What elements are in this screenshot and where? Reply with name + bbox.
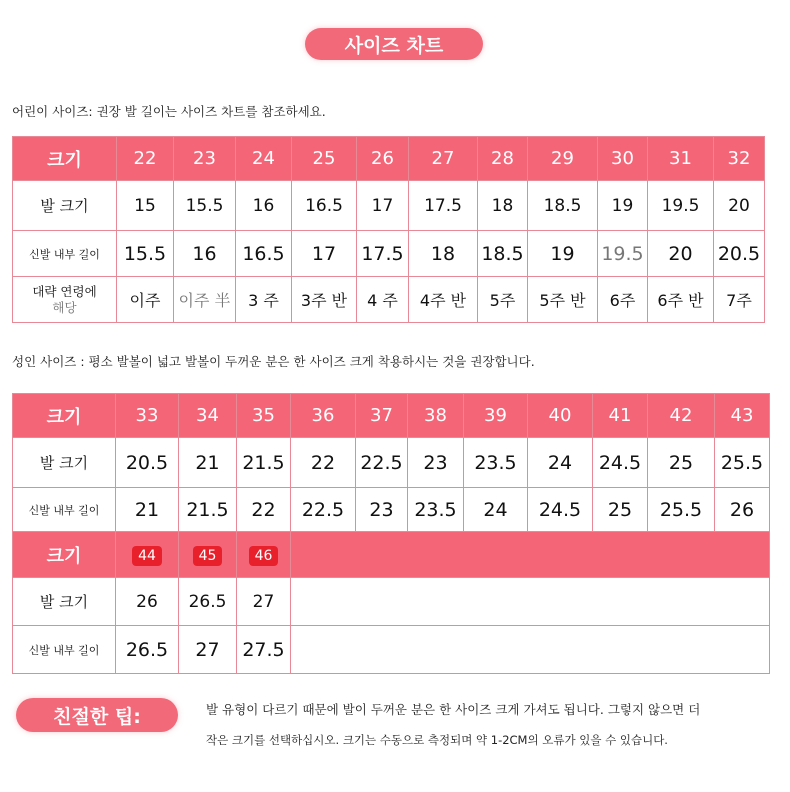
kids-size-note: 어린이 사이즈: 권장 발 길이는 사이즈 차트를 참조하세요. — [12, 104, 326, 119]
inner-cell: 18 — [409, 231, 478, 277]
foot-cell: 16 — [236, 181, 292, 231]
kids-size-table — [12, 136, 765, 323]
adult-size-note: 성인 사이즈 : 평소 발볼이 넓고 발볼이 두꺼운 분은 한 사이즈 크게 착용하시는 것을 권장합니다. — [12, 354, 535, 369]
size-cell: 41 — [593, 394, 648, 438]
adult-size-row-2 — [13, 532, 770, 578]
tip-line-1: 발 유형이 다르기 때문에 발이 두꺼운 분은 한 사이즈 크게 가셔도 됩니다. 그렇지 않으면 더 — [206, 702, 701, 717]
age-cell: 3 주 — [236, 277, 292, 323]
inner-cell: 20.5 — [714, 231, 765, 277]
adult-inner-row-2 — [13, 626, 770, 674]
inner-length-label: 신발 내부 길이 — [13, 231, 117, 277]
size-cell: 29 — [528, 137, 598, 181]
inner-cell: 25 — [593, 488, 648, 532]
inner-cell: 21.5 — [179, 488, 237, 532]
foot-label: 발 크기 — [13, 438, 116, 488]
inner-cell: 26 — [715, 488, 770, 532]
size-cell: 43 — [715, 394, 770, 438]
foot-cell: 22 — [291, 438, 356, 488]
size-cell: 25 — [292, 137, 357, 181]
kids-inner-row — [13, 231, 765, 277]
age-cell: 5주 — [478, 277, 528, 323]
inner-cell: 17.5 — [357, 231, 409, 277]
inner-length-label: 신발 내부 길이 — [13, 626, 116, 674]
size-badge: 44 — [132, 546, 162, 566]
adult-inner-row — [13, 488, 770, 532]
size-cell: 32 — [714, 137, 765, 181]
kids-age-row — [13, 277, 765, 323]
inner-cell: 26.5 — [116, 626, 179, 674]
inner-cell: 22.5 — [291, 488, 356, 532]
inner-cell: 16.5 — [236, 231, 292, 277]
size-label: 크기 — [13, 394, 116, 438]
size-cell: 24 — [236, 137, 292, 181]
foot-cell: 17 — [357, 181, 409, 231]
age-cell: 4 주 — [357, 277, 409, 323]
inner-cell: 15.5 — [117, 231, 174, 277]
foot-cell: 20.5 — [116, 438, 179, 488]
size-cell — [179, 532, 237, 578]
size-cell: 37 — [356, 394, 408, 438]
inner-cell: 22 — [237, 488, 291, 532]
kids-size-row — [13, 137, 765, 181]
age-cell: 7주 — [714, 277, 765, 323]
empty-cell — [291, 626, 770, 674]
size-label: 크기 — [13, 532, 116, 578]
chart-title: 사이즈 차트 — [305, 28, 483, 60]
foot-cell: 18 — [478, 181, 528, 231]
age-cell: 이주 半 — [174, 277, 236, 323]
foot-cell: 18.5 — [528, 181, 598, 231]
foot-cell: 26.5 — [179, 578, 237, 626]
foot-cell: 15.5 — [174, 181, 236, 231]
foot-label: 발 크기 — [13, 181, 117, 231]
foot-cell: 24.5 — [593, 438, 648, 488]
foot-cell: 15 — [117, 181, 174, 231]
inner-cell: 18.5 — [478, 231, 528, 277]
foot-cell: 21 — [179, 438, 237, 488]
inner-cell: 20 — [648, 231, 714, 277]
age-label — [13, 277, 117, 323]
size-cell: 30 — [598, 137, 648, 181]
age-cell: 이주 — [117, 277, 174, 323]
foot-cell: 19.5 — [648, 181, 714, 231]
adult-foot-row-2 — [13, 578, 770, 626]
age-cell: 5주 반 — [528, 277, 598, 323]
adult-foot-row — [13, 438, 770, 488]
age-cell: 6주 — [598, 277, 648, 323]
foot-cell: 20 — [714, 181, 765, 231]
size-cell: 22 — [117, 137, 174, 181]
size-cell: 28 — [478, 137, 528, 181]
foot-cell: 26 — [116, 578, 179, 626]
foot-cell: 23.5 — [464, 438, 528, 488]
size-cell: 23 — [174, 137, 236, 181]
inner-cell: 25.5 — [648, 488, 715, 532]
size-badge: 46 — [249, 546, 279, 566]
foot-cell: 17.5 — [409, 181, 478, 231]
inner-cell: 23 — [356, 488, 408, 532]
inner-cell: 24.5 — [528, 488, 593, 532]
size-cell: 39 — [464, 394, 528, 438]
adult-size-table — [12, 393, 770, 674]
size-badge: 45 — [193, 546, 223, 566]
foot-cell: 23 — [408, 438, 464, 488]
age-label-line2: 해당 — [52, 299, 77, 315]
inner-cell: 16 — [174, 231, 236, 277]
foot-label: 발 크기 — [13, 578, 116, 626]
inner-length-label: 신발 내부 길이 — [13, 488, 116, 532]
inner-cell: 27.5 — [237, 626, 291, 674]
inner-cell: 19.5 — [598, 231, 648, 277]
inner-cell: 27 — [179, 626, 237, 674]
inner-cell: 23.5 — [408, 488, 464, 532]
inner-cell: 24 — [464, 488, 528, 532]
foot-cell: 24 — [528, 438, 593, 488]
size-cell: 33 — [116, 394, 179, 438]
kids-foot-row — [13, 181, 765, 231]
foot-cell: 19 — [598, 181, 648, 231]
tip-line-2: 작은 크기를 선택하십시오. 크기는 수동으로 측정되며 약 1-2CM의 오류가 있을 수 있습니다. — [206, 733, 668, 747]
empty-cell — [291, 578, 770, 626]
header-fill — [291, 532, 770, 578]
foot-cell: 25.5 — [715, 438, 770, 488]
size-cell: 34 — [179, 394, 237, 438]
foot-cell: 22.5 — [356, 438, 408, 488]
adult-size-row — [13, 394, 770, 438]
size-cell: 26 — [357, 137, 409, 181]
size-cell: 27 — [409, 137, 478, 181]
foot-cell: 21.5 — [237, 438, 291, 488]
size-cell: 38 — [408, 394, 464, 438]
size-cell: 31 — [648, 137, 714, 181]
tip-label: 친절한 팁: — [16, 698, 178, 732]
size-cell — [237, 532, 291, 578]
foot-cell: 27 — [237, 578, 291, 626]
foot-cell: 16.5 — [292, 181, 357, 231]
size-cell: 36 — [291, 394, 356, 438]
foot-cell: 25 — [648, 438, 715, 488]
size-cell — [116, 532, 179, 578]
age-cell: 6주 반 — [648, 277, 714, 323]
size-cell: 40 — [528, 394, 593, 438]
size-cell: 35 — [237, 394, 291, 438]
age-cell: 3주 반 — [292, 277, 357, 323]
inner-cell: 19 — [528, 231, 598, 277]
size-cell: 42 — [648, 394, 715, 438]
inner-cell: 21 — [116, 488, 179, 532]
age-cell: 4주 반 — [409, 277, 478, 323]
size-label: 크기 — [13, 137, 117, 181]
age-label-line1: 대략 연령에 — [32, 283, 97, 299]
inner-cell: 17 — [292, 231, 357, 277]
